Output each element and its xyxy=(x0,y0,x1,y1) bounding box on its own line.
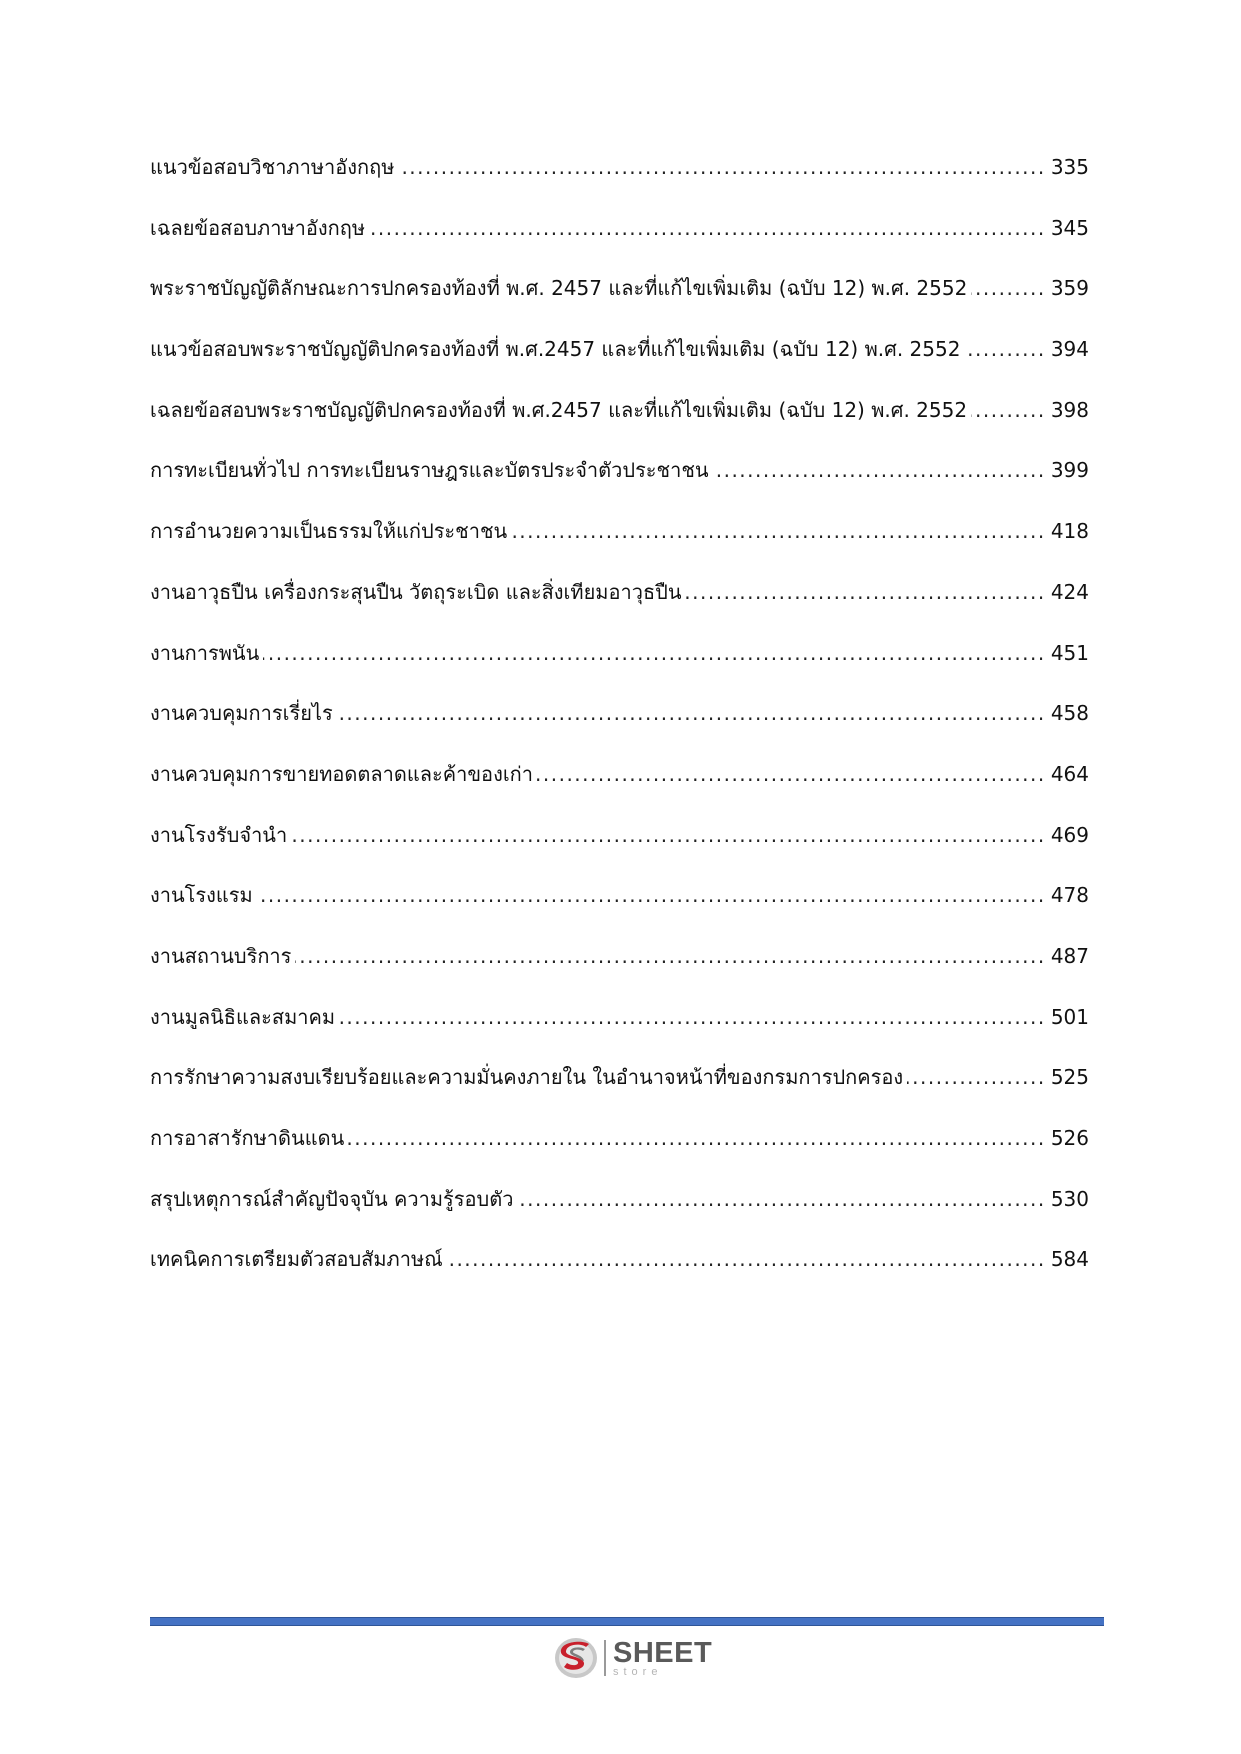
toc-entry-title: ..... งานสถานบริการ xyxy=(150,941,295,971)
toc-entry-page: 501 xyxy=(1046,1002,1089,1032)
toc-entry-page: 584 xyxy=(1046,1244,1089,1274)
footer-brand xyxy=(553,1632,712,1684)
toc-entry-title: ..... งานการพนัน xyxy=(150,638,263,668)
toc-entry[interactable] xyxy=(150,698,1089,728)
toc-entry-page: 359 xyxy=(1046,273,1089,303)
toc-entry[interactable] xyxy=(150,455,1089,485)
toc-entry-title: ..... งานโรงแรม xyxy=(150,880,257,910)
toc-entry[interactable] xyxy=(150,334,1089,364)
toc-entry-title: ..... การทะเบียนทั่วไป การทะเบียนราษฎรและบัตรประจำตัวประชาชน xyxy=(150,455,713,485)
toc-entry-page: 399 xyxy=(1046,455,1089,485)
toc-entry[interactable] xyxy=(150,1244,1089,1274)
brand-wordmark xyxy=(613,1636,713,1678)
toc-entry[interactable] xyxy=(150,1002,1089,1032)
table-of-contents xyxy=(150,152,1089,1305)
toc-entry[interactable] xyxy=(150,516,1089,546)
toc-entry-title: ..... เทคนิคการเตรียมตัวสอบสัมภาษณ์ xyxy=(150,1244,447,1274)
toc-entry-title: ..... การอำนวยความเป็นธรรมให้แก่ประชาชน xyxy=(150,516,511,546)
toc-entry-page: 464 xyxy=(1046,759,1089,789)
brand-separator xyxy=(604,1640,606,1676)
toc-entry-page: 451 xyxy=(1046,638,1089,668)
toc-entry[interactable] xyxy=(150,1184,1089,1214)
toc-entry-title: ..... งานควบคุมการขายทอดตลาดและค้าของเก่า xyxy=(150,759,537,789)
toc-entry-title: ..... แนวข้อสอบวิชาภาษาอังกฤษ xyxy=(150,152,398,182)
toc-entry[interactable] xyxy=(150,152,1089,182)
toc-entry-title: ..... เฉลยข้อสอบพระราชบัญญัติปกครองท้องที่ พ.ศ.2457 และที่แก้ไขเพิ่มเติม (ฉบับ 12) พ.ศ. 2552 xyxy=(150,395,971,425)
toc-entry[interactable] xyxy=(150,213,1089,243)
toc-entry-title: ..... เฉลยข้อสอบภาษาอังกฤษ xyxy=(150,213,369,243)
footer-divider xyxy=(150,1617,1104,1626)
toc-entry-title: ..... พระราชบัญญัติลักษณะการปกครองท้องที่ พ.ศ. 2457 และที่แก้ไขเพิ่มเติม (ฉบับ 12) พ.ศ. 2552 xyxy=(150,273,971,303)
toc-entry[interactable] xyxy=(150,577,1089,607)
toc-entry[interactable] xyxy=(150,1062,1089,1092)
sheet-store-logo-icon xyxy=(553,1635,599,1681)
toc-entry-page: 424 xyxy=(1046,577,1089,607)
toc-entry[interactable] xyxy=(150,820,1089,850)
toc-entry-page: 487 xyxy=(1046,941,1089,971)
toc-entry-title: ..... การรักษาความสงบเรียบร้อยและความมั่นคงภายใน ในอำนาจหน้าที่ของกรมการปกครอง xyxy=(150,1062,907,1092)
toc-entry-page: 526 xyxy=(1046,1123,1089,1153)
toc-entry-title: ..... งานควบคุมการเรี่ยไร xyxy=(150,698,337,728)
toc-entry-page: 335 xyxy=(1046,152,1089,182)
toc-entry[interactable] xyxy=(150,941,1089,971)
toc-entry-page: 394 xyxy=(1046,334,1089,364)
toc-entry-title: ..... งานโรงรับจำนำ xyxy=(150,820,291,850)
brand-subtitle: store xyxy=(613,1665,663,1678)
toc-entry-page: 530 xyxy=(1046,1184,1089,1214)
toc-entry-page: 525 xyxy=(1046,1062,1089,1092)
toc-entry-title: ..... การอาสารักษาดินแดน xyxy=(150,1123,348,1153)
toc-entry-title: ..... งานมูลนิธิและสมาคม xyxy=(150,1002,339,1032)
brand-name: SHEET xyxy=(613,1636,713,1669)
toc-entry-page: 478 xyxy=(1046,880,1089,910)
toc-entry-page: 345 xyxy=(1046,213,1089,243)
toc-entry[interactable] xyxy=(150,759,1089,789)
toc-entry[interactable] xyxy=(150,880,1089,910)
toc-entry-page: 398 xyxy=(1046,395,1089,425)
toc-entry[interactable] xyxy=(150,273,1089,303)
toc-entry-title: ..... แนวข้อสอบพระราชบัญญัติปกครองท้องที่ พ.ศ.2457 และที่แก้ไขเพิ่มเติม (ฉบับ 12) พ.ศ. 2552 xyxy=(150,334,964,364)
toc-entry-title: ..... งานอาวุธปืน เครื่องกระสุนปืน วัตถุระเบิด และสิ่งเทียมอาวุธปืน xyxy=(150,577,686,607)
toc-entry[interactable] xyxy=(150,395,1089,425)
toc-entry-page: 469 xyxy=(1046,820,1089,850)
toc-entry-page: 418 xyxy=(1046,516,1089,546)
toc-entry-page: 458 xyxy=(1046,698,1089,728)
toc-entry[interactable] xyxy=(150,638,1089,668)
toc-entry[interactable] xyxy=(150,1123,1089,1153)
toc-entry-title: ..... สรุปเหตุการณ์สำคัญปัจจุบัน ความรู้รอบตัว xyxy=(150,1184,517,1214)
